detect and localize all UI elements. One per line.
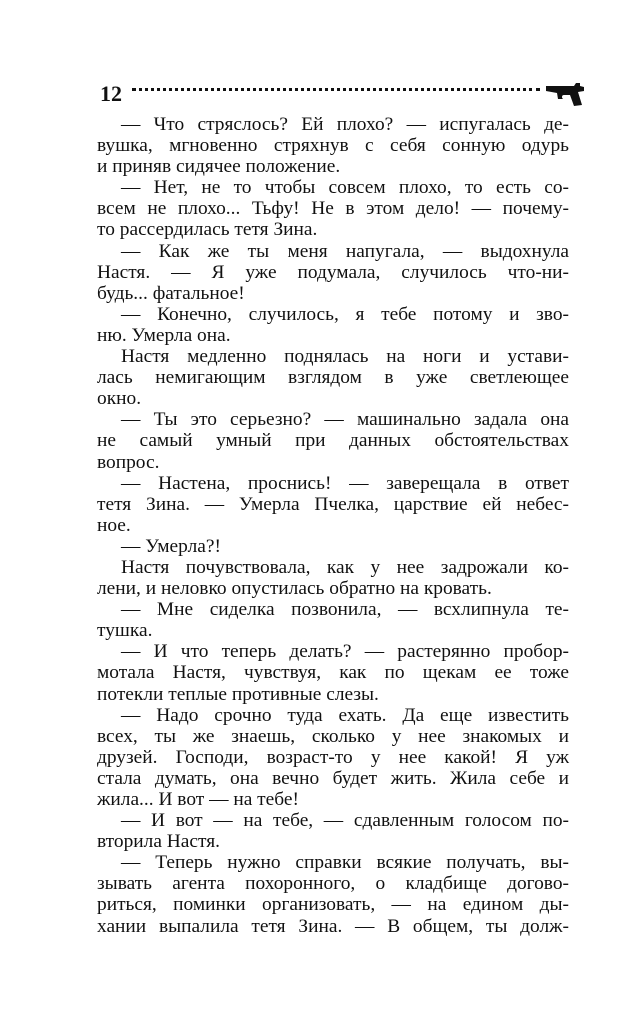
text-line: тушка. [97, 620, 153, 642]
text-line: окно. [97, 388, 142, 410]
text-line: — Ты это серьезно? — машинально задала она [121, 409, 569, 431]
text-line: жила... И вот — на тебе! [97, 789, 299, 810]
text-line: Настя. — Я уже подумала, случилось что-ни- [97, 261, 569, 283]
text-line: вторила Настя. [97, 831, 220, 853]
text-line: — Умерла?! [121, 535, 221, 557]
text-line: не самый умный при данных обстоятельствах [97, 430, 569, 452]
text-line: лени, и неловко опустилась обратно на кровать. [97, 578, 492, 600]
body-text [97, 114, 569, 937]
dotted-rule [132, 88, 540, 91]
text-line: Настя медленно поднялась на ноги и устави- [121, 346, 569, 368]
text-line: потекли теплые противные слезы. [97, 683, 379, 705]
text-line: — Конечно, случилось, я тебе потому и зво- [121, 303, 569, 325]
text-line: тетя Зина. — Умерла Пчелка, царствие ей небес- [97, 493, 569, 515]
page-number: 12 [100, 81, 122, 106]
text-line: — Что стряслось? Ей плохо? — испугалась де- [121, 114, 569, 135]
text-line: — Настена, проснись! — заверещала в ответ [121, 472, 569, 494]
text-line: — Надо срочно туда ехать. Да еще известить [121, 704, 569, 726]
text-line: всех, ты же знаешь, сколько у нее знакомых и [97, 725, 569, 747]
text-line: — Как же ты меня напугала, — выдохнула [121, 240, 569, 262]
text-line: то рассердилась тетя Зина. [97, 219, 318, 241]
text-line: ное. [97, 514, 131, 536]
text-line: риться, поминки организовать, — на едином ды- [97, 894, 569, 916]
text-line: — И что теперь делать? — растерянно пробор- [121, 641, 569, 663]
text-line: ню. Умерла она. [97, 324, 231, 346]
text-line: будь... фатальное! [97, 282, 245, 304]
running-header [100, 80, 588, 110]
text-line: мотала Настя, чувствуя, как по щекам ее тоже [97, 662, 569, 684]
text-line: — И вот — на тебе, — сдавленным голосом по- [121, 810, 569, 832]
text-line: всем не плохо... Тьфу! Не в этом дело! — почему- [97, 198, 569, 220]
text-line: вопрос. [97, 451, 160, 473]
text-line: зывать агента похоронного, о кладбище догово- [97, 873, 569, 895]
text-line: хании выпалила тетя Зина. — В общем, ты долж- [97, 915, 569, 937]
text-line: — Мне сиделка позвонила, — всхлипнула те- [121, 599, 569, 621]
text-line: стала думать, она вечно будет жить. Жила себе и [97, 767, 569, 789]
text-line: Настя почувствовала, как у нее задрожали ко- [121, 556, 569, 578]
text-line: лась немигающим взглядом в уже светлеющее [97, 367, 569, 389]
text-line: — Теперь нужно справки всякие получать, вы- [121, 852, 569, 874]
text-line: друзей. Господи, возраст-то у нее какой! Я уж [97, 746, 569, 768]
text-line: — Нет, не то чтобы совсем плохо, то есть со- [121, 177, 569, 199]
text-line: вушка, мгновенно стряхнув с себя сонную одурь [97, 135, 569, 157]
text-line: и приняв сидячее положение. [97, 156, 341, 178]
revolver-icon [544, 80, 588, 108]
